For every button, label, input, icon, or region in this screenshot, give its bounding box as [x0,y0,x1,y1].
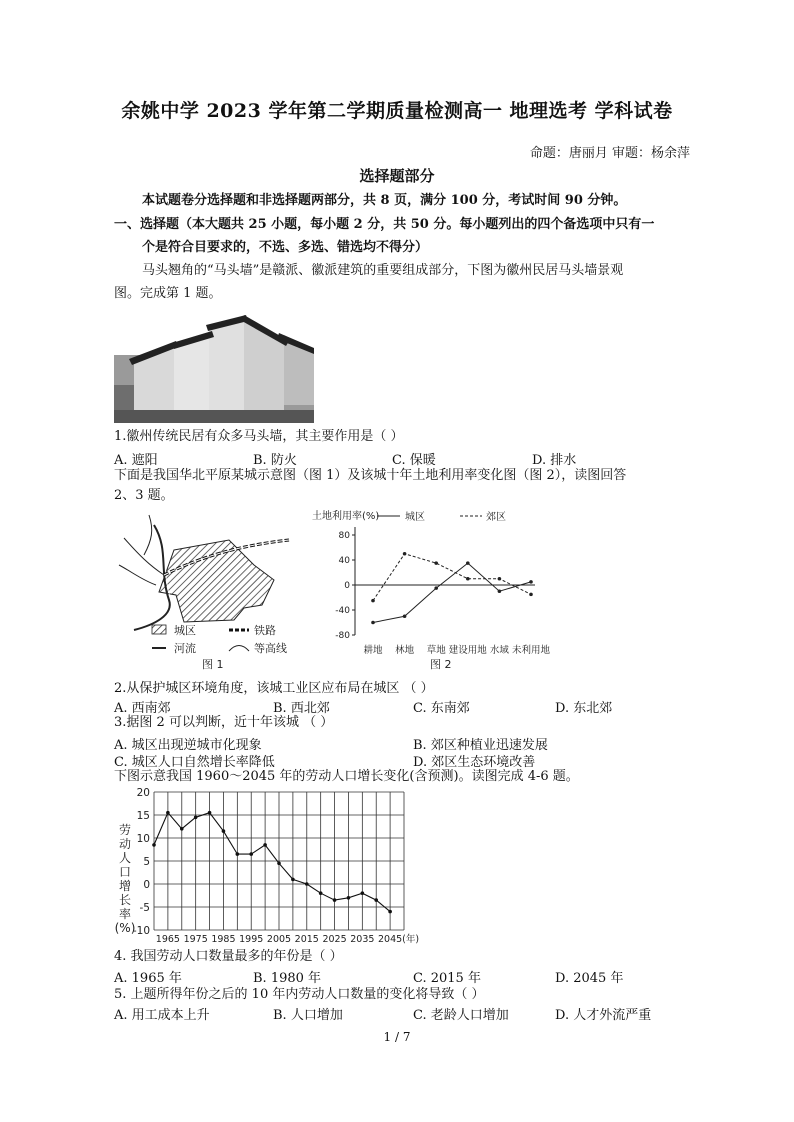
q4-option-b[interactable]: B. 1980 年 [253,971,322,986]
fig3-y-tick-label: -10 [132,925,150,937]
fig2-data-point [466,561,470,565]
question-3-stem: 3.据图 2 可以判断，近十年该城 （ ） [114,715,334,730]
fig3-y-tick-label: 5 [143,856,150,868]
figure-1-caption: 图 1 [202,658,224,671]
horse-head-wall-photo [114,315,314,423]
legend-contour: 等高线 [254,642,287,655]
q3-option-b[interactable]: B. 郊区种植业迅速发展 [413,738,548,753]
fig3-x-unit: (年) [402,934,420,945]
passage3-line1: 下图示意我国 1960～2045 年的劳动人口增长变化(含预测)。读图完成 4-6 题。 [114,769,579,784]
fig3-y-axis-label-char: 口 [118,865,132,879]
fig3-data-point [333,898,337,902]
q5-option-a[interactable]: A. 用工成本上升 [114,1008,210,1023]
fig2-data-point [466,577,470,581]
fig2-legend-suburb: 郊区 [486,512,506,523]
q3-option-d[interactable]: D. 郊区生态环境改善 [413,755,536,770]
fig2-data-point [529,580,533,584]
fig3-x-tick-label: 1965 [155,934,180,945]
q5-option-b[interactable]: B. 人口增加 [273,1008,343,1023]
question-2-stem: 2.从保护城区环境角度，该城工业区应布局在城区 （ ） [114,681,434,696]
fig3-data-point [319,891,323,895]
fig2-series-city [373,563,531,622]
fig3-y-tick-label: -5 [139,902,150,914]
fig2-y-tick-label: 80 [338,531,350,541]
fig2-y-tick-label: -40 [335,606,350,616]
fig2-data-point [403,552,407,556]
q3-option-a[interactable]: A. 城区出现逆城市化现象 [114,738,262,753]
q3-option-c[interactable]: C. 城区人口自然增长率降低 [114,755,275,770]
passage1-line2: 图。完成第 1 题。 [114,286,222,301]
question-5-stem: 5. 上题所得年份之后的 10 年内劳动人口数量的变化将导致（ ） [114,987,485,1002]
fig3-y-tick-label: 20 [136,787,150,799]
fig3-data-point [208,811,212,815]
passage1-line1: 马头翘角的“马头墙”是赣派、徽派建筑的重要组成部分，下图为徽州民居马头墙景观 [142,263,624,278]
fig3-data-point [361,891,365,895]
part-heading: 一、选择题（本大题共 25 小题，每小题 2 分，共 50 分。每小题列出的四个备选项中只有一 [114,217,655,232]
q4-option-c[interactable]: C. 2015 年 [413,971,481,986]
fig2-legend-city: 城区 [405,512,425,523]
page-number: 1 / 7 [383,1030,411,1044]
q2-option-a[interactable]: A. 西南郊 [114,701,171,716]
q1-option-b[interactable]: B. 防火 [253,453,297,468]
fig2-y-axis-label: 土地利用率(%) [312,511,380,522]
fig3-y-axis-label-char: 人 [118,851,132,865]
fig3-data-point [374,898,378,902]
fig3-data-point [152,843,156,847]
fig3-data-point [194,816,198,820]
passage2-line2: 2、3 题。 [114,488,174,503]
fig3-y-tick-label: 15 [136,810,150,822]
fig3-data-point [236,852,240,856]
fig3-x-tick-label: 2045 [378,934,403,945]
fig3-x-tick-label: 2025 [322,934,347,945]
labor-growth-chart [114,786,434,948]
fig3-x-tick-label: 1985 [211,934,236,945]
fig3-y-axis-label-char: 增 [118,879,132,893]
q4-option-d[interactable]: D. 2045 年 [555,971,624,986]
fig3-y-tick-label: 10 [136,833,150,845]
fig3-data-point [291,878,295,882]
exam-title: 余姚中学 2023 学年第二学期质量检测高一 地理选考 学科试卷 [121,100,673,122]
legend-city-area: 城区 [174,624,196,637]
fig2-y-tick-label: 0 [344,581,350,591]
fig3-y-axis-label-char: 长 [118,893,132,907]
fig3-x-tick-label: 2035 [350,934,375,945]
question-4-stem: 4. 我国劳动人口数量最多的年份是（ ） [114,949,343,964]
fig3-x-tick-label: 1975 [183,934,208,945]
legend-railway: 铁路 [254,624,276,637]
q2-option-d[interactable]: D. 东北郊 [555,701,613,716]
passage2-line1: 下面是我国华北平原某城示意图（图 1）及该城十年土地利用率变化图（图 2），读图回答 [114,468,627,483]
fig3-x-tick-label: 2005 [266,934,292,945]
legend-river: 河流 [174,642,196,655]
figure-2-land-use-chart [312,505,560,671]
fig2-series-suburb [373,554,531,601]
fig2-data-point [371,599,375,603]
fig3-data-point [249,852,253,856]
q1-option-d[interactable]: D. 排水 [532,453,577,468]
exam-authors: 命题：唐丽月 审题：杨余萍 [529,146,690,161]
figure-1-city-map [114,510,314,670]
fig3-data-point [263,843,267,847]
section-heading: 选择题部分 [359,167,435,185]
part-heading-continued: 个是符合目要求的，不选、多选、错选均不得分） [142,240,429,255]
fig2-data-point [498,589,502,593]
fig3-y-axis-label-char: 劳 [118,823,132,837]
fig3-y-axis-label-char: 率 [118,907,132,921]
fig2-data-point [371,621,375,625]
fig3-data-point [222,829,226,833]
fig3-data-point [277,862,281,866]
fig3-y-axis-label-char: (%) [114,921,136,935]
fig3-x-tick-label: 1995 [239,934,264,945]
fig3-y-tick-label: 0 [143,879,150,891]
figure-2-caption: 图 2 [430,658,452,671]
fig2-y-tick-label: -80 [335,631,350,641]
fig2-data-point [529,593,533,597]
fig2-data-point [434,586,438,590]
q2-option-c[interactable]: C. 东南郊 [413,701,470,716]
fig2-x-tick-label: 水域 [489,645,509,656]
q5-option-c[interactable]: C. 老龄人口增加 [413,1008,509,1023]
fig3-data-point [347,896,351,900]
fig2-data-point [434,561,438,565]
fig2-x-tick-label: 林地 [395,645,415,656]
fig3-data-point [180,827,184,831]
fig2-data-point [403,614,407,618]
fig3-data-point [388,910,392,914]
fig3-data-point [305,882,309,886]
fig3-series-line [154,813,390,912]
fig2-x-tick-label: 草地 [426,645,446,656]
fig2-x-tick-label: 耕地 [363,645,383,656]
fig3-y-axis-label-char: 动 [118,837,132,851]
q2-option-b[interactable]: B. 西北郊 [273,701,330,716]
question-1-stem: 1.徽州传统民居有众多马头墙，其主要作用是（ ） [114,429,404,444]
fig2-x-tick-label: 未利用地 [511,645,551,656]
fig3-x-tick-label: 2015 [294,934,319,945]
fig2-data-point [498,577,502,581]
fig3-data-point [166,811,170,815]
exam-instructions: 本试题卷分选择题和非选择题两部分，共 8 页，满分 100 分，考试时间 90 分钟。 [142,193,627,208]
q4-option-a[interactable]: A. 1965 年 [114,971,182,986]
fig2-y-tick-label: 40 [338,556,350,566]
q5-option-d[interactable]: D. 人才外流严重 [555,1008,652,1023]
q1-option-c[interactable]: C. 保暖 [392,453,436,468]
q1-option-a[interactable]: A. 遮阳 [114,453,158,468]
fig2-x-tick-label: 建设用地 [448,645,487,656]
